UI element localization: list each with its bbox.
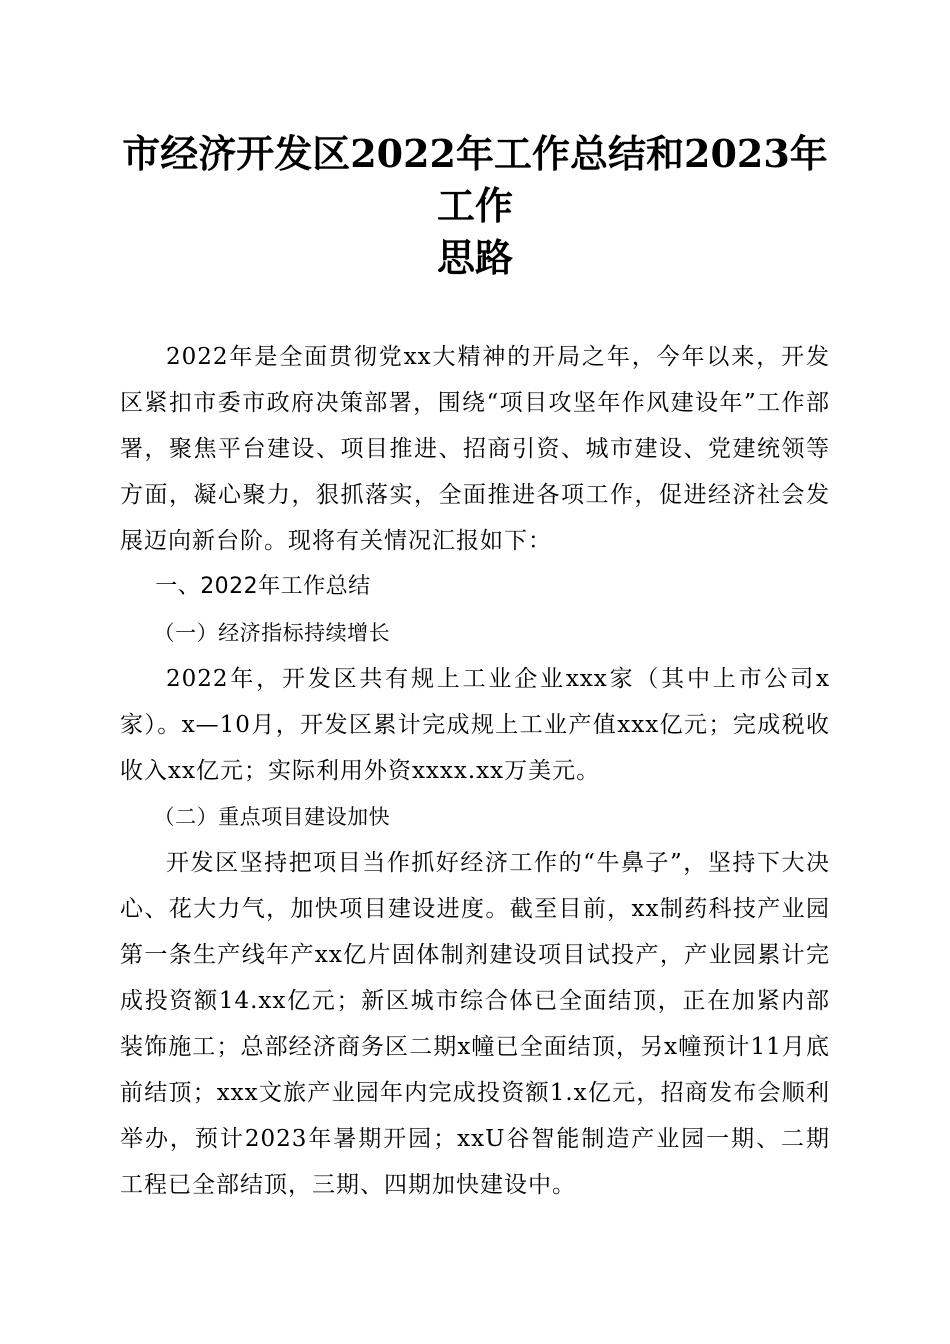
subsection-paragraph-2: 开发区坚持把项目当作抓好经济工作的“牛鼻子”，坚持下大决心、花大力气，加快项目建设进度。截至目前，xx制药科技产业园第一条生产线年产xx亿片固体制剂建设项目试投产，产业园累计完成投资额14.xx亿元；新区城市综合体已全面结顶，正在加紧内部装饰施工；总部经济商务区二期x幢已全面结顶，另x幢预计11月底前结顶；xxx文旅产业园年内完成投资额1.x亿元，招商发布会顺利举办，预计2023年暑期开园；xxU谷智能制造产业园一期、二期工程已全部结顶，三期、四期加快建设中。: [120, 850, 830, 1198]
document-title-line-2: 思路: [436, 235, 513, 280]
intro-paragraph: 2022年是全面贯彻党xx大精神的开局之年，今年以来，开发区紧扣市委市政府决策部署，围绕“项目攻坚年作风建设年”工作部署，聚焦平台建设、项目推进、招商引资、城市建设、党建统领等方面，凝心聚力，狠抓落实，全面推进各项工作，促进经济社会发展迈向新台阶。现将有关情况汇报如下：: [120, 344, 830, 554]
section-heading-1: 一、2022年工作总结: [155, 574, 371, 599]
subsection-heading-2: （二）重点项目建设加快: [153, 805, 391, 829]
subsection-heading-1: （一）经济指标持续增长: [153, 621, 391, 645]
document-body: [120, 334, 830, 1208]
document-title-line-1: 市经济开发区2022年工作总结和2023年工作: [122, 131, 828, 228]
document-title: [120, 128, 830, 284]
subsection-paragraph-1: 2022年，开发区共有规上工业企业xxx家（其中上市公司x家）。x—10月，开发区累计完成规上工业产值xxx亿元；完成税收收入xx亿元；实际利用外资xxxx.xx万美元。: [120, 666, 830, 784]
